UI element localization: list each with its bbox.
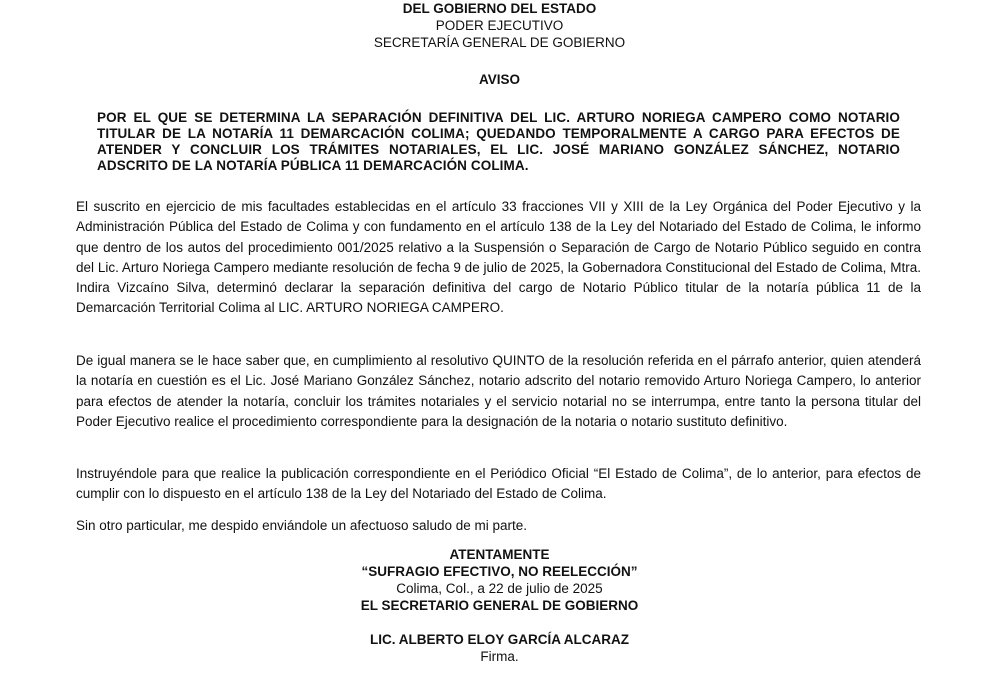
closing-motto: “SUFRAGIO EFECTIVO, NO REELECCIÓN” [361,564,638,579]
body-paragraph-4: Sin otro particular, me despido enviándole un afectuoso saludo de mi parte. [76,518,528,533]
notice-heading: AVISO [478,72,520,87]
body-paragraph-1: El suscrito en ejercicio de mis facultades establecidas en el artículo 33 fracciones VII y XIII de la Ley Orgánica del Poder Ejecutivo y la Administración Pública del Estado de Colima y con fundamento en el artículo 138 de la Ley del Notariado del Estado de Colima, le informo que dentro de los autos del procedimiento 001/2025 relativo a la Suspensión o Separación de Cargo de Notario Público seguido en contra del Lic. Arturo Noriega Campero mediante resolución de fecha 9 de julio de 2025, la Gobernadora Constitucional del Estado de Colima, Mtra. Indira Vizcaíno Silva, determinó declarar la separación definitiva del cargo de Notario Público titular de la notaría pública 11 de la Demarcación Territorial Colima al LIC. ARTURO NORIEGA CAMPERO. [76,199,921,316]
closing-position: EL SECRETARIO GENERAL DE GOBIERNO [360,598,639,613]
header-state-government: DEL GOBIERNO DEL ESTADO [402,1,597,16]
closing-block [0,546,999,665]
notice-title: POR EL QUE SE DETERMINA LA SEPARACIÓN DEFINITIVA DEL LIC. ARTURO NORIEGA CAMPERO COMO NOTARIO TITULAR DE LA NOTARÍA 11 DEMARCACIÓN COLIMA; QUEDANDO TEMPORALMENTE A CARGO PARA EFECTOS DE ATENDER Y CONCLUIR LOS TRÁMITES NOTARIALES, EL LIC. JOSÉ MARIANO GONZÁLEZ SÁNCHEZ, NOTARIO ADSCRITO DE LA NOTARÍA PÚBLICA 11 DEMARCACIÓN COLIMA. [97,110,900,173]
header-executive-power: PODER EJECUTIVO [435,18,564,33]
header-secretariat: SECRETARÍA GENERAL DE GOBIERNO [373,35,626,50]
closing-signature-label: Firma. [480,649,519,664]
document-header [0,0,999,51]
closing-atentamente: ATENTAMENTE [449,547,550,562]
closing-spacer [0,614,999,631]
body-paragraph-3: Instruyéndole para que realice la publicación correspondiente en el Periódico Oficial “El Estado de Colima”, de lo anterior, para efectos de cumplir con lo dispuesto en el artículo 138 de la Ley del Notariado del Estado de Colima. [76,466,921,502]
body-paragraph-2: De igual manera se le hace saber que, en cumplimiento al resolutivo QUINTO de la resolución referida en el párrafo anterior, quien atenderá la notaría en cuestión es el Lic. José Mariano González Sánchez, notario adscrito del notario removido Arturo Noriega Campero, lo anterior para efectos de atender la notaría, concluir los trámites notariales y el servicio notarial no se interrumpa, entre tanto la persona titular del Poder Ejecutivo realice el procedimiento correspondiente para la designación de la notaria o notario sustituto definitivo. [76,353,921,429]
closing-place-date: Colima, Col., a 22 de julio de 2025 [396,581,603,596]
closing-signer-name: LIC. ALBERTO ELOY GARCÍA ALCARAZ [370,632,629,647]
